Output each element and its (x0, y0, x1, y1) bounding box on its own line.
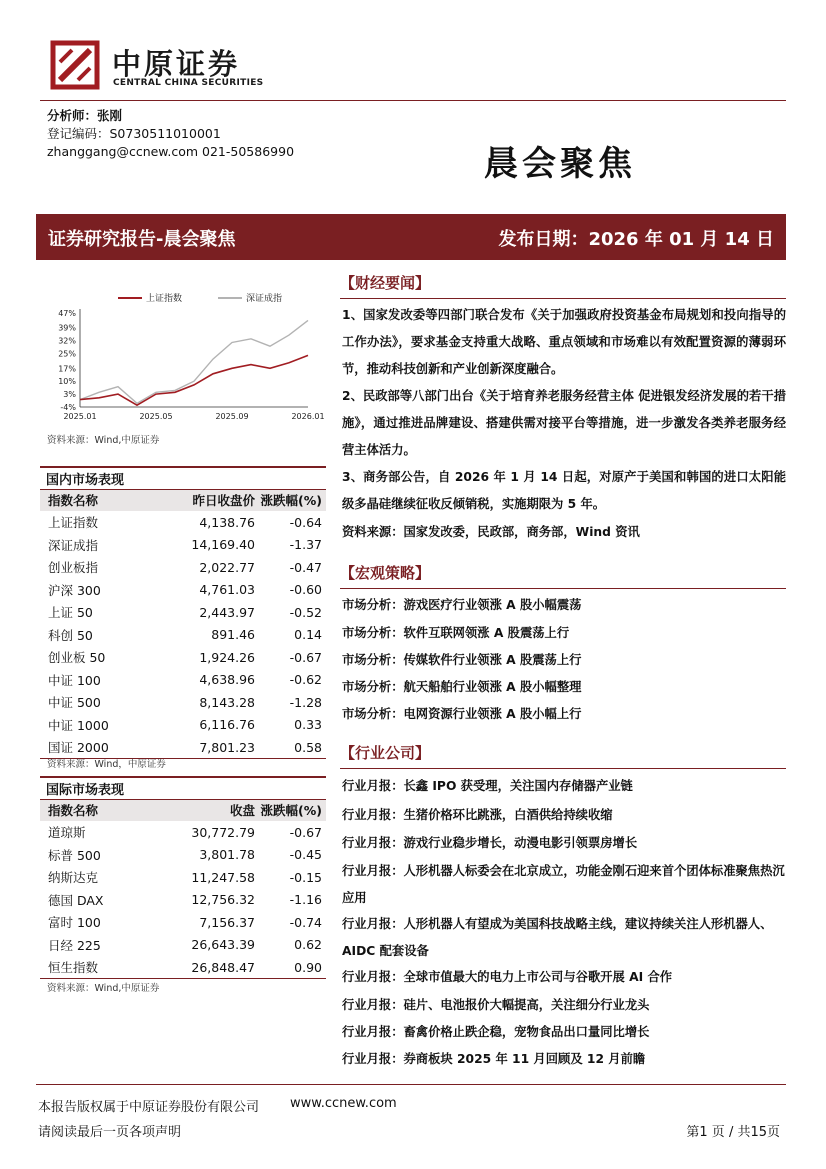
industry-item[interactable]: 行业月报：长鑫 IPO 获受理，关注国内存储器产业链 (342, 779, 633, 793)
close-value: 3,801.78 (199, 847, 255, 863)
international-table-header (40, 799, 326, 821)
change-pct: -0.47 (289, 559, 322, 575)
series-line-shenzhen (80, 320, 308, 403)
change-pct: 0.14 (294, 627, 322, 643)
industry-item[interactable]: 行业月报：游戏行业稳步增长，动漫电影引领票房增长 (342, 836, 638, 850)
international-market-table (40, 776, 326, 979)
international-row (40, 956, 326, 979)
logo-mark-icon (50, 40, 100, 90)
header-change: 涨跌幅(%) (255, 799, 326, 821)
close-value: 2,443.97 (199, 604, 255, 620)
y-tick-label: 17% (58, 364, 76, 374)
disclaimer-note: 请阅读最后一页各项声明 (38, 1125, 182, 1140)
news-item-3: 3、商务部公告，自 2026 年 1 月 14 日起，对原产于美国和韩国的进口太阳能级多晶硅继续征收反倾销税，实施期限为 5 年。 (342, 470, 786, 511)
domestic-row (40, 691, 326, 714)
index-name: 恒生指数 (40, 956, 145, 979)
international-source: 资料来源：Wind,中原证券 (47, 983, 160, 994)
index-name: 创业板指 (48, 560, 99, 576)
international-row (40, 934, 326, 957)
x-tick-label: 2025.05 (139, 412, 173, 421)
international-row (40, 866, 326, 889)
y-tick-label: 10% (58, 377, 76, 387)
analyst-contact: zhanggang@ccnew.com 021-50586990 (47, 144, 295, 159)
chart-source: 资料来源：Wind,中原证券 (47, 435, 160, 446)
y-tick-label: 39% (58, 323, 76, 333)
news-source: 资料来源：国家发改委，民政部，商务部，Wind 资讯 (342, 525, 640, 539)
close-value: 4,138.76 (199, 514, 255, 530)
index-name: 国证 2000 (40, 736, 145, 759)
change-pct: -0.67 (289, 824, 322, 840)
x-tick-label: 2025.09 (215, 412, 249, 421)
international-row (40, 889, 326, 912)
x-tick-label: 2026.01 (291, 412, 325, 421)
close-value: 14,169.40 (191, 537, 255, 553)
change-pct: -0.67 (289, 649, 322, 665)
index-name: 道琼斯 (48, 825, 86, 841)
footer-divider (36, 1084, 786, 1085)
index-name: 创业板 50 (48, 650, 106, 666)
header-index-name: 指数名称 (40, 799, 145, 821)
index-name: 沪深 300 (48, 582, 101, 598)
close-value: 2,022.77 (199, 559, 255, 575)
legend-label: 上证指数 (146, 294, 183, 304)
index-chart (40, 285, 325, 445)
analyst-info (47, 107, 294, 161)
logo-name-en: CENTRAL CHINA SECURITIES (113, 78, 264, 88)
header-index-name: 指数名称 (40, 489, 145, 511)
x-tick-label: 2025.01 (63, 412, 97, 421)
index-name: 上证 50 (48, 605, 93, 621)
analyst-reg-code: 登记编码：S0730511010001 (47, 126, 221, 141)
change-pct: -0.62 (289, 672, 322, 688)
header-close: 昨日收盘价 (145, 489, 255, 511)
change-pct: -0.74 (289, 914, 322, 930)
change-pct: -1.37 (289, 537, 322, 553)
y-tick-label: 3% (63, 390, 76, 400)
close-value: 30,772.79 (191, 824, 255, 840)
index-name: 标普 500 (48, 847, 101, 863)
close-value: 7,156.37 (199, 914, 255, 930)
index-name: 富时 100 (48, 915, 101, 931)
report-banner (36, 214, 786, 260)
index-chart-svg (40, 285, 325, 430)
change-pct: -0.45 (289, 847, 322, 863)
header-change: 涨跌幅(%) (255, 489, 326, 511)
industry-item[interactable]: 行业月报：畜禽价格止跌企稳，宠物食品出口量同比增长 (342, 1025, 650, 1039)
international-table-caption: 国际市场表现 (40, 777, 326, 799)
international-row (40, 821, 326, 844)
domestic-table-caption: 国内市场表现 (40, 467, 326, 489)
report-type: 证券研究报告-晨会聚焦 (48, 229, 236, 250)
copyright: 本报告版权属于中原证券股份有限公司 (38, 1100, 260, 1115)
domestic-row (40, 714, 326, 737)
industry-item[interactable]: 行业月报：人形机器人标委会在北京成立，功能金刚石迎来首个团体标准聚焦热沉应用 (342, 864, 785, 905)
index-name: 纳斯达克 (48, 870, 99, 886)
news-item-2: 2、民政部等八部门出台《关于培育养老服务经营主体 促进银发经济发展的若干措施》，通过推进品牌建设、搭建供需对接平台等措施，进一步激发各类养老服务经营主体活力。 (342, 389, 786, 457)
domestic-row (40, 556, 326, 579)
close-value: 12,756.32 (191, 892, 255, 908)
y-tick-label: 25% (58, 349, 76, 359)
close-value: 4,761.03 (199, 582, 255, 598)
publish-date: 发布日期：2026 年 01 月 14 日 (498, 229, 774, 250)
macro-item[interactable]: 市场分析：电网资源行业领涨 A 股小幅上行 (342, 707, 582, 721)
index-name: 中证 1000 (48, 717, 109, 733)
close-value: 7,801.23 (145, 736, 255, 759)
domestic-row (40, 669, 326, 692)
close-value: 891.46 (211, 627, 255, 643)
header-divider (40, 100, 786, 101)
close-value: 6,116.76 (199, 717, 255, 733)
macro-item[interactable]: 市场分析：游戏医疗行业领涨 A 股小幅震荡 (342, 598, 582, 612)
legend-label: 深证成指 (246, 294, 283, 304)
domestic-row (40, 511, 326, 534)
domestic-table-header (40, 489, 326, 511)
finance-news-heading: 【财经要闻】 (340, 274, 431, 292)
change-pct: -0.52 (289, 604, 322, 620)
change-pct: -0.64 (289, 514, 322, 530)
industry-item[interactable]: 行业月报：券商板块 2025 年 11 月回顾及 12 月前瞻 (342, 1052, 646, 1066)
header-close: 收盘 (145, 799, 255, 821)
change-pct: -0.15 (289, 869, 322, 885)
logo-name-cn: 中原证券 (112, 47, 241, 81)
website-link[interactable]: www.ccnew.com (290, 1096, 397, 1111)
change-pct: 0.62 (294, 937, 322, 953)
macro-heading: 【宏观策略】 (340, 564, 431, 582)
macro-item[interactable]: 市场分析：传媒软件行业领涨 A 股震荡上行 (342, 653, 582, 667)
close-value: 11,247.58 (191, 869, 255, 885)
industry-heading: 【行业公司】 (340, 744, 431, 762)
page-number: 第1 页 / 共15页 (686, 1125, 780, 1140)
industry-item[interactable]: 行业月报：全球市值最大的电力上市公司与谷歌开展 AI 合作 (342, 970, 673, 984)
news-item-1: 1、国家发改委等四部门联合发布《关于加强政府投资基金布局规划和投向指导的工作办法》，要求基金支持重大战略、重点领域和市场难以有效配置资源的薄弱环节，推动科技创新和产业创新深度融合。 (342, 308, 786, 376)
close-value: 8,143.28 (199, 694, 255, 710)
domestic-row (40, 624, 326, 647)
domestic-row (40, 579, 326, 602)
industry-item[interactable]: 行业月报：生猪价格环比跳涨，白酒供给持续收缩 (342, 808, 613, 822)
page-title: 晨会聚焦 (484, 144, 636, 184)
macro-item[interactable]: 市场分析：软件互联网领涨 A 股震荡上行 (342, 626, 570, 640)
industry-item[interactable]: 行业月报：人形机器人有望成为美国科技战略主线，建议持续关注人形机器人、AIDC 配套设备 (342, 917, 773, 958)
index-name: 科创 50 (48, 627, 93, 643)
index-name: 上证指数 (48, 515, 99, 531)
change-pct: 0.33 (294, 717, 322, 733)
index-name: 中证 500 (48, 695, 101, 711)
change-pct: -1.16 (289, 892, 322, 908)
y-tick-label: -4% (60, 403, 76, 412)
change-pct: -0.60 (289, 582, 322, 598)
change-pct: 0.58 (255, 736, 326, 759)
change-pct: -1.28 (289, 694, 322, 710)
close-value: 26,848.47 (145, 956, 255, 979)
domestic-row (40, 534, 326, 557)
index-name: 深证成指 (48, 537, 99, 553)
domestic-market-table (40, 466, 326, 759)
index-name: 德国 DAX (48, 892, 104, 908)
close-value: 4,638.96 (199, 672, 255, 688)
y-tick-label: 32% (58, 336, 76, 346)
industry-item[interactable]: 行业月报：硅片、电池报价大幅提高，关注细分行业龙头 (342, 998, 650, 1012)
y-tick-label: 47% (58, 309, 76, 318)
close-value: 1,924.26 (199, 649, 255, 665)
index-name: 日经 225 (48, 937, 101, 953)
index-name: 中证 100 (48, 672, 101, 688)
analyst-name: 分析师：张刚 (47, 108, 123, 123)
international-row (40, 844, 326, 867)
company-logo (50, 40, 264, 92)
domestic-row (40, 646, 326, 669)
close-value: 26,643.39 (191, 937, 255, 953)
international-row (40, 911, 326, 934)
domestic-row (40, 601, 326, 624)
change-pct: 0.90 (255, 956, 326, 979)
macro-item[interactable]: 市场分析：航天船舶行业领涨 A 股小幅整理 (342, 680, 582, 694)
domestic-source: 资料来源：Wind，中原证券 (47, 759, 166, 770)
